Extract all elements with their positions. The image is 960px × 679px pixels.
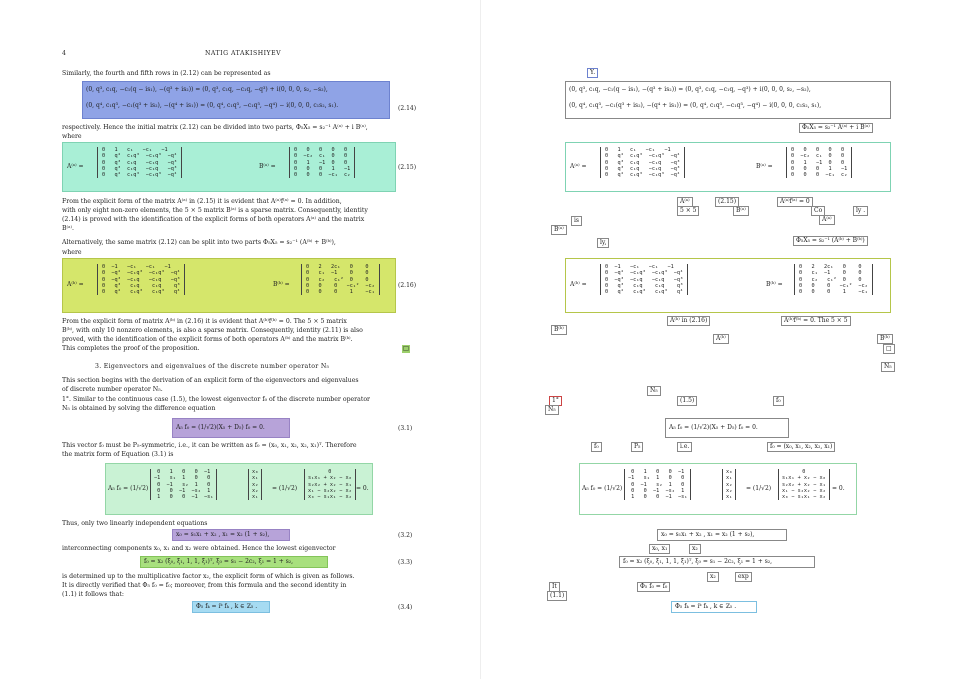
text-where-1: where [62,133,82,140]
paragraph-2-line-3: proved, with the identification of the explicit forms of both operators A⁽ᵇ⁾ and the matrix B⁽ᵇ⁾. [62,336,353,343]
matrix-ab-label: A⁽ᵇ⁾ = [67,281,84,288]
paragraph-4-line-2: N₅ is obtained by solving the difference equation [62,405,216,412]
paragraph-6-line-3: (1.1) it follows that: [62,591,124,598]
overlay-matrix-form-vector-result: 0 s₁x₁ + x₂ − x₀ s₂x₂ + x₂ − x₁ x₁ − s₂x₂ − x₂ x₀ − s₁x₁ − x₂ [778,469,830,500]
overlay-ab: A⁽ᵇ⁾ [713,334,729,344]
paragraph-1-line-4: B⁽ᵃ⁾. [62,225,74,232]
overlay-af-zero: A⁽ᵃ⁾f⁽ᵃ⁾ = 0 [777,197,813,207]
overlay-matrix-bb-label: B⁽ᵇ⁾ = [766,281,783,288]
overlay-ref-2-15: (2.15) [715,197,739,207]
matrix-form-vector-x: x₀ x₁ x₂ x₂ x₁ [248,469,262,500]
overlay-matrix-form-matrix: 0 1 0 0 −1 −1 s₁ 1 0 0 0 −1 s₂ 1 0 0 0 −1 −s₂ 1 1 0 0 −1 −s₁ [624,469,691,500]
equation-3-3: f₀ = x₂ (ξ₀, ξ₁, 1, 1, ξ₁)ᵀ, ξ₀ = s₁ − 2c₂, ξ₁ = 1 + s₂, [140,556,328,568]
overlay-matrix-b-label: B⁽ᵃ⁾ = [756,163,773,170]
overlay-matrix-form-mid: = (1/√2) [746,485,772,492]
overlay-co: Co [811,206,825,216]
overlay-a-1: A⁽ᵃ⁾ [677,197,693,207]
paragraph-2-line-4: This completes the proof of the proposition. [62,345,200,352]
paragraph-1-line-1: From the explicit form of the matrix A⁽ᵃ⁾ in (2.15) it is evident that A⁽ᵃ⁾f⁽ᵃ⁾ = 0. In addition, [62,198,342,205]
overlay-f0-1: f₀ [773,396,784,406]
overlay-n5-title: N₅ [881,362,895,372]
overlay-p5: P₅ [631,442,643,452]
overlay-ab-in: A⁽ᵇ⁾ in (2.16) [667,316,710,326]
equation-2-14-line-2: (0, q⁴, c₁q³, −c₁(q³ + is₂), −(q⁴ + is₁)) = (0, q⁴, c₁q³, −c₁q³, −q⁴) − i(0, 0, 0, c₁s₂, s₁). [86,102,339,109]
overlay-eq-line-2: (0, q⁴, c₁q³, −c₁(q³ + is₂), −(q⁴ + is₁)) = (0, q⁴, c₁q³, −c₁q³, −q⁴) − i(0, 0, 0, c₁s₂, s₁), [569,102,822,109]
paragraph-2-line-2: B⁽ᵇ⁾, with only 10 nonzero elements, is also a sparse matrix. Consequently, identity (2.11) is also [62,327,363,334]
paragraph-3-line-2: of discrete number operator N₅. [62,386,163,393]
paragraph-6-line-1: is determined up to the multiplicative factor x₂, the explicit form of which is given as follows. [62,573,355,580]
equation-2-15 [62,142,396,192]
overlay-matrix-form-end: = 0. [832,485,845,492]
overlay-f0-2: f₀ [591,442,602,452]
overlay-b-2: B⁽ᵃ⁾ [551,225,567,235]
matrix-a: 0 1 c₁ −c₁ −1 0 q⁴ c₁q³ −c₁q³ −q⁴ 0 q³ c₁q −c₁q −q³ 0 q³ c₁q −c₁q −q³ 0 q⁴ c₁q³ −c₁q³ −q⁴ [97,147,182,178]
paragraph-6-line-2: It is directly verified that Φ₅ f₀ = f₀; moreover, from this formula and the second identity in [62,582,347,589]
text-respectively: respectively. Hence the initial matrix (2.12) can be divided into two parts, Φ₅X₅ = s₂⁻¹ A⁽ᵃ⁾ + i B⁽ᵃ⁾, [62,124,368,131]
overlay-y: Y. [587,68,598,78]
overlay-equation-3-4: Φ₅ fₖ = iᵏ fₖ , k ∈ ℤ₅ . [671,601,757,613]
equation-matrix-form [105,463,373,515]
overlay-equation-matrix-form [579,463,857,515]
overlay-phi: Φ₅X₅ = s₂⁻¹ A⁽ᵃ⁾ + i B⁽ᵃ⁾ [799,123,873,133]
overlay-equation-2-15 [565,142,891,192]
overlay-ie: i.e. [677,442,692,452]
equation-number-2-14: (2.14) [398,105,417,112]
equation-2-14 [82,81,390,119]
overlay-equation-3-1: A₅ f₀ = (1/√2)(X₅ + D₅) f₀ = 0. [665,418,789,438]
overlay-matrix-ab-label: A⁽ᵇ⁾ = [570,281,587,288]
overlay-1-5: (1.5) [677,396,697,406]
equation-number-2-15: (2.15) [398,164,417,171]
equation-number-3-1: (3.1) [398,425,413,432]
matrix-form-vector-result: 0 s₁x₁ + x₂ − x₀ s₂x₂ + x₂ − x₁ x₁ − s₂x₂ − x₂ x₀ − s₁x₁ − x₂ [304,469,356,500]
text-interconnecting: interconnecting components x₀, x₁ and x₂ were obtained. Hence the lowest eigenvector [62,545,336,552]
matrix-b: 0 0 0 0 0 0 −c₂ c₁ 0 0 0 1 −1 0 0 0 0 0 1 −1 0 0 0 −c₁ c₂ [289,147,355,178]
overlay-matrix-form-lhs: A₅ f₀ = (1/√2) [582,485,623,492]
overlay-f0-vector: f₀ = (x₀, x₁, x₂, x₂, x₁) [767,442,835,452]
overlay-matrix-a: 0 1 c₁ −c₁ −1 0 q⁴ c₁q³ −c₁q³ −q⁴ 0 q³ c₁q −c₁q −q³ 0 q³ c₁q −c₁q −q³ 0 q⁴ c₁q³ −c₁q³ −q⁴ [600,147,685,178]
overlay-exp: exp [735,572,752,582]
overlay-equation-2-14 [565,81,891,119]
overlay-a-2: A⁽ᵃ⁾ [819,215,835,225]
equation-3-1: A₅ f₀ = (1/√2)(X₅ + D₅) f₀ = 0. [172,418,290,438]
overlay-n5: N₅ [647,386,661,396]
matrix-form-lhs: A₅ f₀ = (1/√2) [108,485,149,492]
overlay-abfb-zero: A⁽ᵇ⁾f⁽ᵇ⁾ = 0. The 5 × 5 [781,316,851,326]
overlay-phi-2: Φ₅X₅ = s₂⁻¹ (A⁽ᵇ⁾ + B⁽ᵇ⁾) [793,236,868,246]
paragraph-3-line-1: This section begins with the derivation of an explicit form of the eigenvectors and eigenvalues [62,377,359,384]
matrix-form-matrix: 0 1 0 0 −1 −1 s₁ 1 0 0 0 −1 s₂ 1 0 0 0 −1 −s₂ 1 1 0 0 −1 −s₁ [150,469,217,500]
equation-3-2: x₀ = s₁x₁ + x₂ , x₁ = x₂ (1 + s₂), [172,529,290,541]
overlay-x2-2: x₂ [707,572,719,582]
equation-2-16 [62,258,396,313]
overlay-ly: ly . [853,206,868,216]
overlay-qed: □ [883,344,895,354]
qed-symbol: □ [403,345,409,352]
equation-2-14-line-1: (0, q³, c₁q, −c₁(q − is₁), −(q³ + is₂)) = (0, q³, c₁q, −c₁q, −q³) + i(0, 0, 0, s₂, −s₂), [86,86,328,93]
equation-number-3-3: (3.3) [398,559,413,566]
page-number: 4 [62,50,66,57]
matrix-form-end: = 0. [356,485,369,492]
paragraph-4-line-1: 1°. Similar to the continuous case (1.5), the lowest eigenvector f₀ of the discrete number operator [62,396,371,403]
text-where-2: where [62,249,82,256]
overlay-n5-c: N₅ [545,405,559,415]
overlay-equation-3-3: f₀ = x₂ (ξ₀, ξ₁, 1, 1, ξ₁)ᵀ, ξ₀ = s₁ − 2c₂, ξ₁ = 1 + s₂, [619,556,815,568]
matrix-bb-label: B⁽ᵇ⁾ = [273,281,290,288]
matrix-form-mid: = (1/√2) [272,485,298,492]
paragraph-1-line-3: (2.14) is proved with the identification of the explicit forms of both operators A⁽ᵃ⁾ and the matrix [62,216,365,223]
overlay-equation-3-2: x₀ = s₁x₁ + x₂ , x₁ = x₂ (1 + s₂), [657,529,787,541]
overlay-bb: B⁽ᵇ⁾ [551,325,567,335]
equation-number-3-2: (3.2) [398,532,413,539]
overlay-1deg: 1° [549,396,562,406]
overlay-matrix-bb: 0 2 2c₁ 0 0 0 c₁ −1 0 0 0 c₂ c₁² 0 0 0 0 0 −c₁² −c₂ 0 0 0 1 −c₁ [794,264,873,295]
overlay-eq-line-1: (0, q³, c₁q, −c₁(q − is₁), −(q³ + is₂)) = (0, q³, c₁q, −c₁q, −q³) + i(0, 0, 0, s₂, −s₂), [569,86,811,93]
paragraph-1-line-2: with only eight non-zero elements, the 5 × 5 matrix B⁽ᵃ⁾ is a sparse matrix. Consequently, identity [62,207,368,214]
section-title: 3. Eigenvectors and eigenvalues of the discrete number operator N₅ [95,363,330,370]
right-page [480,0,960,679]
matrix-b-label: B⁽ᵃ⁾ = [259,163,276,170]
overlay-matrix-b: 0 0 0 0 0 0 −c₂ c₁ 0 0 0 1 −1 0 0 0 0 0 1 −1 0 0 0 −c₁ c₂ [786,147,852,178]
overlay-1-1: (1.1) [547,591,567,601]
overlay-is: is [571,216,582,226]
running-header: NATIG ATAKISHIYEV [205,50,282,57]
matrix-bb: 0 2 2c₁ 0 0 0 c₁ −1 0 0 0 c₂ c₁² 0 0 0 0 0 −c₁² −c₂ 0 0 0 1 −c₁ [301,264,380,295]
overlay-matrix-form-vector-x: x₀ x₁ x₂ x₂ x₁ [722,469,736,500]
text-alternatively: Alternatively, the same matrix (2.12) can be split into two parts Φ₅X₅ = s₂⁻¹ (A⁽ᵇ⁾ + B⁽ᵇ⁾), [62,239,336,246]
paragraph-5-line-2: the matrix form of Equation (3.1) is [62,451,174,458]
equation-3-4: Φ₅ fₖ = iᵏ fₖ , k ∈ ℤ₅ . [192,601,270,613]
overlay-ly-2: ly, [597,238,609,248]
matrix-ab: 0 −1 −c₁ −c₁ −1 0 −q⁴ −c₁q³ −c₁q³ −q⁴ 0 −q³ −c₁q −c₁q −q³ 0 q³ c₁q c₁q q³ 0 q⁴ c₁q³ c₁q³ q⁴ [97,264,185,295]
matrix-a-label: A⁽ᵃ⁾ = [67,163,84,170]
equation-number-3-4: (3.4) [398,604,413,611]
overlay-phi-f0: Φ₅ f₀ = f₀ [637,582,670,592]
overlay-components: x₀, x₁ [649,544,670,554]
overlay-5x5: 5 × 5 [677,206,699,216]
overlay-b-1: B⁽ᵃ⁾ [733,206,749,216]
overlay-x2: x₂ [689,544,701,554]
equation-number-2-16: (2.16) [398,282,417,289]
paragraph-5-line-1: This vector f₀ must be P₅-symmetric, i.e., it can be written as f₀ = (x₀, x₁, x₂, x₂, x₁)ᵀ. Therefore [62,442,357,449]
text-similarly: Similarly, the fourth and fifth rows in (2.12) can be represented as [62,70,271,77]
overlay-matrix-a-label: A⁽ᵃ⁾ = [570,163,587,170]
overlay-equation-2-16 [565,258,891,313]
paragraph-2-line-1: From the explicit form of matrix A⁽ᵇ⁾ in (2.16) it is evident that A⁽ᵇ⁾f⁽ᵇ⁾ = 0. The 5 × 5 matrix [62,318,347,325]
text-thus: Thus, only two linearly independent equations [62,520,208,527]
overlay-bb-2: B⁽ᵇ⁾ [877,334,893,344]
overlay-it: It [549,582,560,592]
overlay-matrix-ab: 0 −1 −c₁ −c₁ −1 0 −q⁴ −c₁q³ −c₁q³ −q⁴ 0 −q³ −c₁q −c₁q −q³ 0 q³ c₁q c₁q q³ 0 q⁴ c₁q³ c₁q³ q⁴ [600,264,688,295]
